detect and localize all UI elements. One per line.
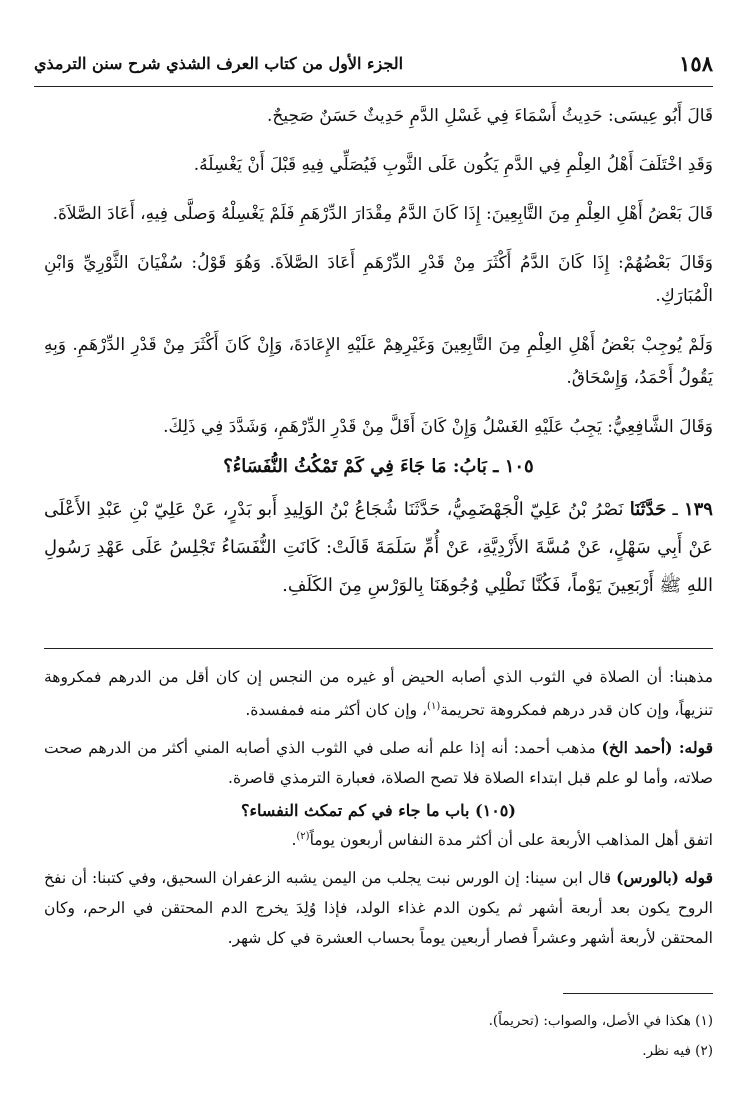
footnote: (١) هكذا في الأصل، والصواب: (تحريماً). <box>488 1013 713 1029</box>
page-header <box>34 40 713 87</box>
footnote: (٢) فيه نظر. <box>642 1043 713 1059</box>
commentary-text: مذهبنا: أن الصلاة في الثوب الذي أصابه الحيض أو غيره من النجس إن كان أقل من الدرهم فمكروهة تنزيهاً، وإن كان قدر درهم فمكروهة تحريمة <box>44 668 713 720</box>
paragraph: قَالَ أَبُو عِيسَى: حَدِيثُ أَسْمَاءَ فِي غَسْلِ الدَّمِ حَدِيثٌ حَسَنٌ صَحِيحٌ. <box>266 106 713 126</box>
section-divider <box>44 648 713 649</box>
commentary-label: قوله (بالورس) <box>616 868 713 888</box>
paragraph: قَالَ بَعْضُ أَهْلِ العِلْمِ مِنَ التَّابِعِينَ: إِذَا كَانَ الدَّمُ مِقْدَارَ الدِّرْهَمِ فَلَمْ يَغْسِلْهُ وَصلَّى فِيهِ، أَعَادَ الصَّلاَةَ. <box>52 204 713 224</box>
paragraph: وَقَالَ الشَّافِعِيُّ: يَجِبُ عَلَيْهِ الغَسْلُ وَإِنْ كَانَ أَقَلَّ مِنْ قَدْرِ الدِّرْهَمِ، وَشَدَّدَ فِي ذَلِكَ. <box>163 417 713 437</box>
commentary-heading: (١٠٥) باب ما جاء في كم تمكث النفساء؟ <box>241 801 516 821</box>
commentary-paragraph <box>44 662 713 725</box>
commentary-text: مذهب أحمد: أنه إذا علم أنه صلى في الثوب الذي أصابه المني أكثر من الدرهم صحت صلاته، وأما لو علم قبل ابتداء الصلاة فلا تصح الصلاة، فعبارة الترمذي قاصرة. <box>44 739 713 788</box>
page-number: ١٥٨ <box>679 50 713 76</box>
commentary-text: . <box>291 831 297 850</box>
running-title: الجزء الأول من كتاب العرف الشذي شرح سنن الترمذي <box>34 53 404 73</box>
commentary-text: ، وإن كان أكثر منه فمفسدة. <box>245 701 428 720</box>
commentary-label: قوله: (أحمد الخ) <box>601 738 713 758</box>
hadith-number: ١٣٩ <box>683 499 713 520</box>
commentary <box>44 662 713 961</box>
hadith: ١٣٩ ـ حَدَّثَنَا نَصْرُ بْنُ عَلِيّ الْجَهْضَمِيُّ، حَدَّثَنَا شُجَاعُ بْنُ الوَلِيدِ أَبو بَدْرٍ، عَنْ عَلِيّ بْنِ عَبْدِ الأَعْلَى عَنْ أَبِي سَهْلٍ، عَنْ مُسَّةَ الأَزْدِيَّةِ، عَنْ أُمِّ سَلَمَةَ قَالَتْ: كَانَتِ النُّفَسَاءُ تَجْلِسُ عَلَى عَهْدِ رَسُولِ اللهِ ﷺ أَرْبَعِينَ يَوْماً، فَكُنَّا نَطْلِي وُجُوهَنَا بِالوَرْسِ مِنَ الكَلَفِ. <box>44 499 713 596</box>
footnotes <box>44 1010 713 1070</box>
hadith-text: نَصْرُ بْنُ عَلِيّ الْجَهْضَمِيُّ، حَدَّثَنَا شُجَاعُ بْنُ الوَلِيدِ أَبو بَدْرٍ، عَنْ عَلِيّ بْنِ عَبْدِ الأَعْلَى عَنْ أَبِي سَهْلٍ، عَنْ مُسَّةَ الأَزْدِيَّةِ، عَنْ أُمِّ سَلَمَةَ قَالَتْ: كَانَتِ النُّفَسَاءُ تَجْلِسُ عَلَى عَهْدِ رَسُولِ اللهِ ﷺ أَرْبَعِينَ يَوْماً، فَكُنَّا نَطْلِي وُجُوهَنَا بِالوَرْسِ مِنَ الكَلَفِ. <box>44 499 713 596</box>
commentary-paragraph <box>44 733 713 793</box>
commentary-paragraph <box>44 822 713 855</box>
footnote-ref[interactable]: (١) <box>427 701 441 712</box>
commentary-text: قال ابن سينا: إن الورس نبت يجلب من اليمن يشبه الزعفران السحيق، وفي كتبنا: أن نفخ الروح يكون بعد أربعة أشهر ثم يكون الدم غذاء الولد، فإذا وُلِدَ يخرج الدم المحتقن في الرحم، وكان المحتقن لأربعة أشهر وعشراً فصار أربعين يوماً بحساب العشرة في كل شهر. <box>44 869 713 948</box>
hadith-sanad-word: حَدَّثَنَا <box>629 499 667 520</box>
paragraph: وَلَمْ يُوجِبْ بَعْضُ أَهْلِ العِلْمِ مِنَ التَّابِعِينَ وَغَيْرِهِمْ عَلَيْهِ الإِعَادَةَ، وَإِنْ كَانَ أَكْثَرَ مِنْ قَدْرِ الدِّرْهَمِ. وَبِهِ يَقُولُ أَحْمَدُ، وَإِسْحَاقُ. <box>44 335 713 388</box>
paragraph: وَقَالَ بَعْضُهُمْ: إِذَا كَانَ الدَّمُ أَكْثَرَ مِنْ قَدْرِ الدِّرْهَمِ أَعَادَ الصَّلاَةَ. وَهُوَ قَوْلُ: سُفْيَانَ الثَّوْرِيِّ وَابْنِ الْمُبَارَكِ. <box>44 253 713 306</box>
chapter-heading: ١٠٥ ـ بَابُ: مَا جَاءَ فِي كَمْ تَمْكُثُ النُّفَسَاءُ؟ <box>223 456 534 477</box>
footnote-ref[interactable]: (٢) <box>296 831 310 843</box>
main-text <box>44 100 713 621</box>
commentary-text: اتفق أهل المذاهب الأربعة على أن أكثر مدة النفاس أربعون يوماً <box>309 831 713 850</box>
paragraph: وَقَدِ اخْتَلَفَ أَهْلُ العِلْمِ فِي الدَّمِ يَكُون عَلَى الثَّوبِ فَيُصَلِّي فِيهِ قَبْلَ أَنْ يَغْسِلَهُ. <box>193 155 713 175</box>
footnote-divider <box>563 993 713 994</box>
commentary-paragraph <box>44 863 713 953</box>
